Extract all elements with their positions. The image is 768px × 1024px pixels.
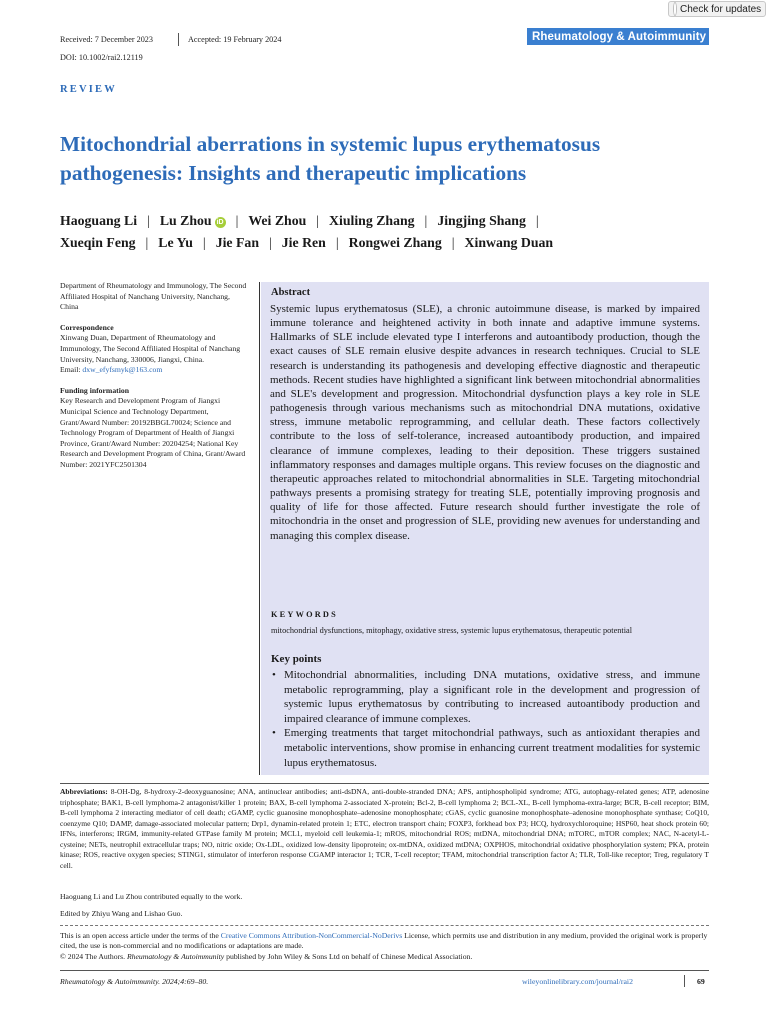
key-point-item: • Mitochondrial abnormalities, including DNA mutations, oxidative stress, and immune metabolic reprogramming, play a significant role in the development and progression of systemic lupus erythematosus by contributing to increased autoantibody production and impaired clearance of immune complexes.: [271, 668, 700, 726]
check-for-updates-label: Check for updates: [680, 3, 762, 15]
abstract-panel: [261, 282, 709, 775]
footer-citation: [60, 977, 208, 986]
author-list: [60, 210, 740, 254]
author-separator: |: [235, 213, 239, 228]
key-points-heading: Key points: [271, 653, 322, 665]
license-divider: [60, 925, 709, 926]
email-label: Email:: [60, 365, 81, 375]
accepted-date: Accepted: 19 February 2024: [188, 35, 282, 44]
header-divider: [178, 33, 179, 46]
funding-text: Key Research and Development Program of Jiangxi Municipal Science and Technology Department, Grant/Award Number: 20192BBGL70024; Science and Technology Program of Department of Health of Jiangxi Province, Grant/Award Number: 20204254; National Key Research and Development Program of China, Grant/Award Number: 2021YFC2501304: [60, 396, 246, 469]
license-link[interactable]: Creative Commons Attribution-NonCommercial-NoDerivs: [220, 931, 403, 940]
author-name: Haoguang Li: [60, 213, 138, 228]
abstract-heading: Abstract: [271, 287, 311, 298]
abbreviations-text: 8-OH-Dg, 8-hydroxy-2-deoxyguanosine; ANA, antinuclear antibodies; anti-dsDNA, anti-double-stranded DNA; APS, antiphospholipid syndrome; ATG, autophagy-related genes; ATP, adenosine triphosphate; BAK1, B-cell lymphoma-2 antagonist/killer 1 protein; BAX, B-cell lymphoma 2-associated X-protein; Bcl-2, B-cell lymphoma 2; BCL-XL, B-cell lymphoma-extra-large; BCR, B-cell receptor; BIM, B-cell lymphoma 2 interacting mediator of cell death; cGAMP, cyclic guanosine monophosphate–adenosine monophosphate; cGAS, cyclic guanosine monophosphate–adenosine monophosphate synthase; CoQ10, coenzyme Q10; DAMP, damage-associated molecular pattern; Drp1, dynamin-related protein 1; ETC, electron transport chain; FOXP3, forkhead box P3; HCQ, hydroxychloroquine; HSP60, heat shock protein 60; IFNs, interferons; IRGM, immunity-related GTPase family M protein; MCL1, myeloid cell leukemia-1; mROS, mitochondrial ROS; mtDNA, mitochondrial DNA; mTORC, mTOR complex; NAC, N-acetyl-L-cysteine; NETs, neutrophil extracellular traps; NO, nitric oxide; Ox-LDL, oxidized low-density lipoprotein; ox-mtDNA, oxidized mtDNA; OXPHOS, mitochondrial oxidative phosphorylation system; PKA, protein kinase; ROS, reactive oxygen species; STING1, stimulator of interferon response CGAMP interactor 1; TCR, T-cell receptor; TFAM, mitochondrial transcription factor A; TLR, Toll-like receptor; Treg, regulatory T cell.: [60, 787, 710, 870]
license-statement: [60, 931, 709, 952]
footer-journal-link[interactable]: wileyonlinelibrary.com/journal/rai2: [522, 977, 633, 986]
author-name: Wei Zhou: [248, 213, 307, 228]
author-name: Le Yu: [158, 235, 193, 250]
copyright-pre: © 2024 The Authors.: [60, 951, 127, 961]
funding-heading: Funding information: [60, 385, 129, 395]
abbreviations-rule: [60, 783, 709, 784]
article-type-label: REVIEW: [60, 84, 117, 95]
key-points-list: [271, 668, 700, 770]
author-line-2: [60, 232, 740, 254]
page-number: 69: [697, 977, 705, 986]
crossmark-icon: [674, 3, 676, 15]
journal-banner: Rheumatology & Autoimmunity: [527, 28, 709, 45]
author-name: Xueqin Feng: [60, 235, 136, 250]
key-point-item: • Emerging treatments that target mitochondrial pathways, such as antioxidant therapies and metabolic interventions, show promise in enhancing current treatment modalities for systemic lupus erythematosus.: [271, 726, 700, 770]
author-name: Xiuling Zhang: [329, 213, 415, 228]
author-separator: |: [451, 235, 455, 250]
affiliation: Department of Rheumatology and Immunology, The Second Affiliated Hospital of Nanchang University, Nanchang, China: [60, 281, 247, 312]
footer-rule: [60, 970, 709, 971]
author-separator: |: [335, 235, 339, 250]
funding-block: [60, 386, 248, 471]
license-text-post: License, which permits use and distribution in any medium, provided the original work is properly cited, the use is non-commercial and no modifications or adaptations are made.: [60, 931, 708, 951]
edited-by-note: Edited by Zhiyu Wang and Lishao Guo.: [60, 909, 183, 918]
article-title-line-1: Mitochondrial aberrations in systemic lupus erythematosus: [60, 132, 601, 156]
abstract-text: Systemic lupus erythematosus (SLE), a chronic autoimmune disease, is marked by impaired immune tolerance and heightened activity in both innate and adaptive immune systems. Hallmarks of SLE include elevated type I interferons and autoantibody production, though the exact causes of SLE remain elusive despite advances in research techniques. Crucial to SLE research is understanding its pathogenesis and developing effective diagnostic and therapeutic methods. Recent studies have highlighted a significant link between mitochondrial abnormalities and SLE's development and progression. Mitochondrial dysfunction plays a key role in SLE pathogenesis through various mechanisms such as mitochondrial DNA mutations, oxidative stress, immune metabolic reprogramming, and cellular death. These factors collectively contribute to the loss of self-tolerance, increased autoantibody production, and impaired clearance of immune complexes, leading to their deposition. These triggers sustained inflammatory responses and damages multiple organs. This review focuses on the diagnostic and therapeutic approaches related to mitochondrial abnormalities in SLE. Targeting mitochondrial pathways presents a promising strategy for treating SLE, potentially improving prognosis and quality of life for those affected. Future research should further investigate the role of mitochondria in the onset and progression of SLE, providing new avenues for understanding and managing this complex disease.: [270, 303, 700, 542]
copyright-journal: Rheumatology & Autoimmunity: [126, 951, 225, 961]
author-separator: |: [535, 213, 539, 228]
abbreviations-block: [60, 787, 709, 871]
author-line-1: [60, 210, 740, 232]
author-separator: |: [316, 213, 320, 228]
author-separator: |: [145, 235, 149, 250]
orcid-icon[interactable]: iD: [216, 219, 224, 226]
article-title-line-2: pathogenesis: Insights and therapeutic implications: [60, 160, 527, 185]
article-title: [60, 130, 720, 187]
author-separator: |: [202, 235, 206, 250]
abbreviations-label: Abbreviations:: [60, 787, 108, 796]
check-for-updates-button[interactable]: [668, 1, 766, 17]
footer-citation-text: Rheumatology & Autoimmunity. 2024;4:69–80.: [60, 977, 209, 986]
copyright-post: published by John Wiley & Sons Ltd on behalf of Chinese Medical Association.: [224, 951, 473, 961]
correspondence-block: [60, 323, 248, 376]
author-name: Jie Ren: [281, 235, 326, 250]
email-link[interactable]: dxw_efyfsmyk@163.com: [82, 365, 163, 375]
keywords-text: mitochondrial dysfunctions, mitophagy, oxidative stress, systemic lupus erythematosus, therapeutic potential: [271, 626, 632, 635]
keywords-heading: KEYWORDS: [271, 610, 338, 619]
correspondence-text: Xinwang Duan, Department of Rheumatology and Immunology, The Second Affiliated Hospital of Nanchang University, Nanchang, 330006, Jiangxi, China.: [60, 333, 241, 364]
author-name: Jie Fan: [215, 235, 259, 250]
author-separator: |: [269, 235, 272, 250]
author-separator: |: [147, 213, 150, 228]
equal-contribution-note: Haoguang Li and Lu Zhou contributed equally to the work.: [60, 892, 243, 901]
license-block: [60, 931, 709, 962]
author-name: Xinwang Duan: [464, 235, 554, 250]
sidebar-divider: [259, 282, 260, 775]
author-separator: |: [424, 213, 428, 228]
author-name: Lu Zhou: [159, 213, 212, 228]
article-info-sidebar: [60, 281, 248, 481]
footer-divider: [684, 975, 685, 987]
received-date: Received: 7 December 2023: [60, 35, 153, 44]
author-name: Rongwei Zhang: [348, 235, 442, 250]
license-text-pre: This is an open access article under the terms of the: [60, 931, 221, 940]
author-name: Jingjing Shang: [437, 213, 526, 228]
correspondence-heading: Correspondence: [60, 322, 114, 332]
copyright-line: [60, 952, 709, 962]
doi[interactable]: DOI: 10.1002/rai2.12119: [60, 53, 143, 62]
